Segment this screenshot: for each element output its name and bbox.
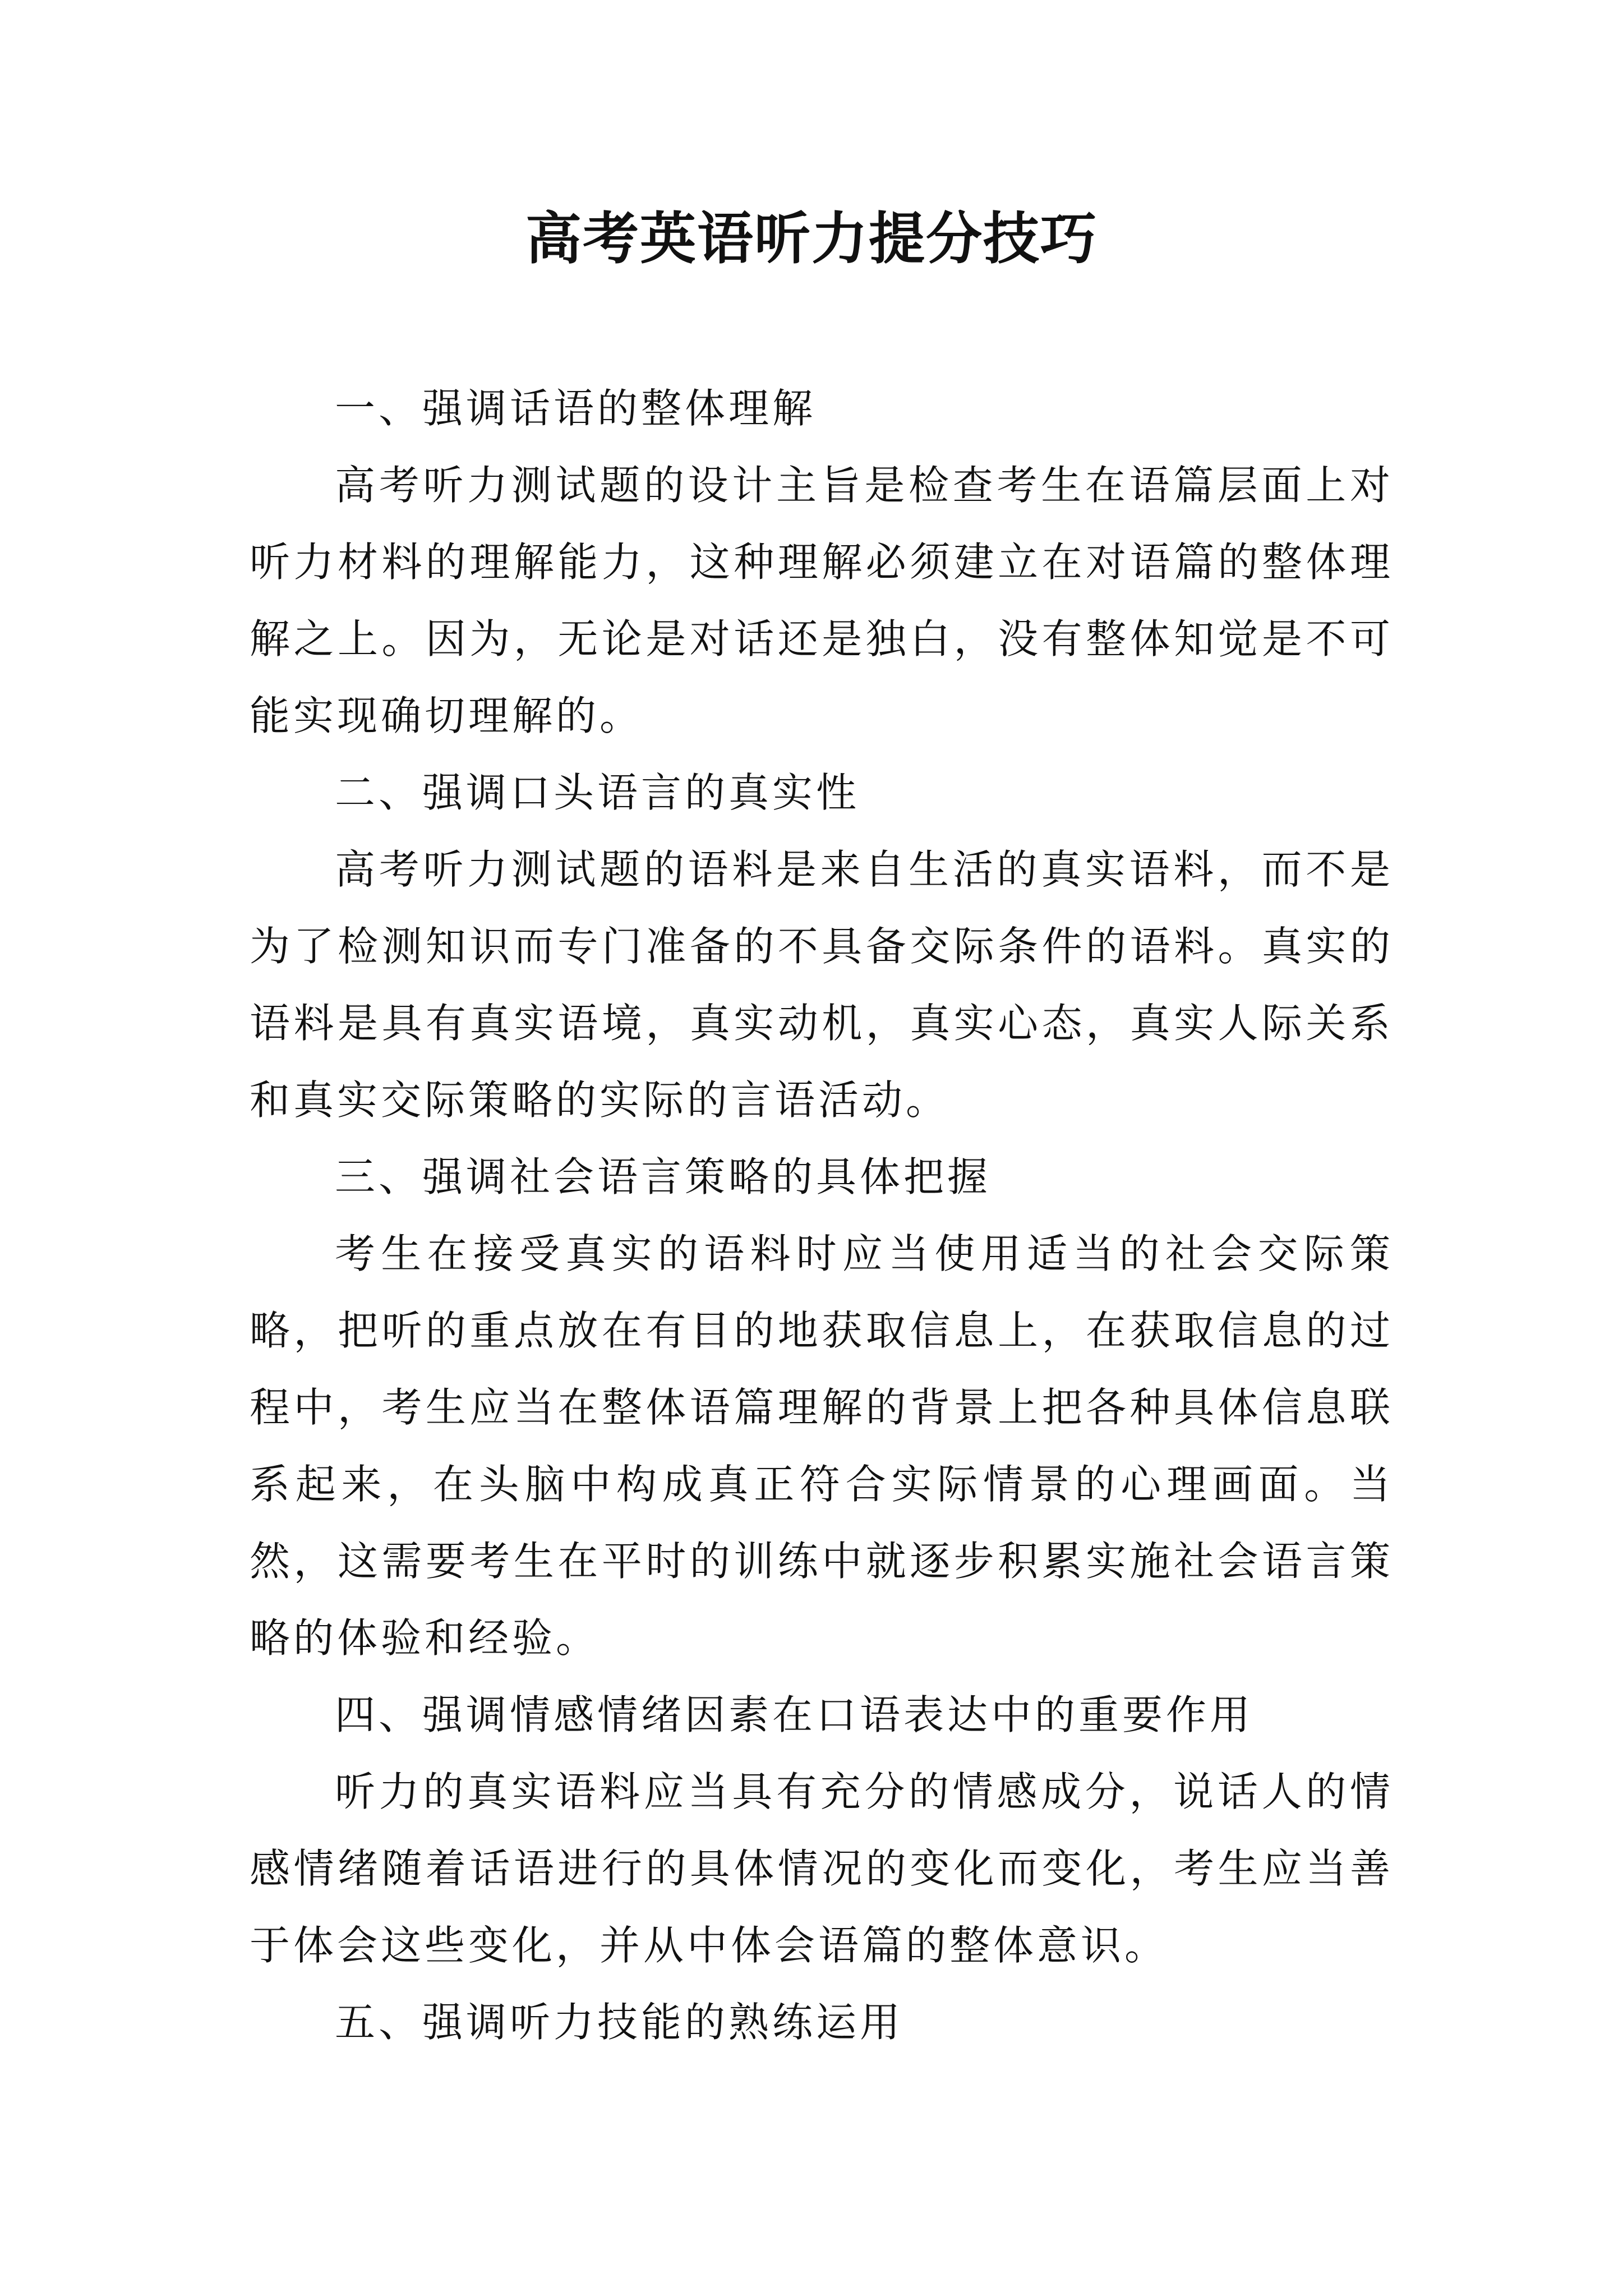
section-heading-1: 一、强调话语的整体理解 [335, 385, 817, 432]
section-heading-2: 二、强调口头语言的真实性 [335, 769, 860, 816]
paragraph-2: 高考听力测试题的语料是来自生活的真实语料，而不是为了检测知识而专门准备的不具备交际条件的语料。真实的语料是具有真实语境，真实动机，真实心态，真实人际关系和真实交际策略的实际的言语活动。 [250, 846, 1394, 1124]
paragraph-3: 考生在接受真实的语料时应当使用适当的社会交际策略，把听的重点放在有目的地获取信息上，在获取信息的过程中，考生应当在整体语篇理解的背景上把各种具体信息联系起来，在头脑中构成真正符合实际情景的心理画面。当然，这需要考生在平时的训练中就逐步积累实施社会语言策略的体验和经验。 [250, 1230, 1394, 1662]
section-heading-5: 五、强调听力技能的熟练运用 [335, 1999, 904, 2046]
paragraph-1: 高考听力测试题的设计主旨是检查考生在语篇层面上对听力材料的理解能力，这种理解必须建立在对语篇的整体理解之上。因为，无论是对话还是独白，没有整体知觉是不可能实现确切理解的。 [250, 462, 1394, 739]
paragraph-4: 听力的真实语料应当具有充分的情感成分，说话人的情感情绪随着话语进行的具体情况的变化而变化，考生应当善于体会这些变化，并从中体会语篇的整体意识。 [250, 1768, 1394, 1969]
document-title: 高考英语听力提分技巧 [525, 205, 1098, 272]
document-body [250, 370, 1394, 2061]
section-heading-3: 三、强调社会语言策略的具体把握 [335, 1153, 992, 1200]
section-heading-4: 四、强调情感情绪因素在口语表达中的重要作用 [335, 1691, 1254, 1738]
